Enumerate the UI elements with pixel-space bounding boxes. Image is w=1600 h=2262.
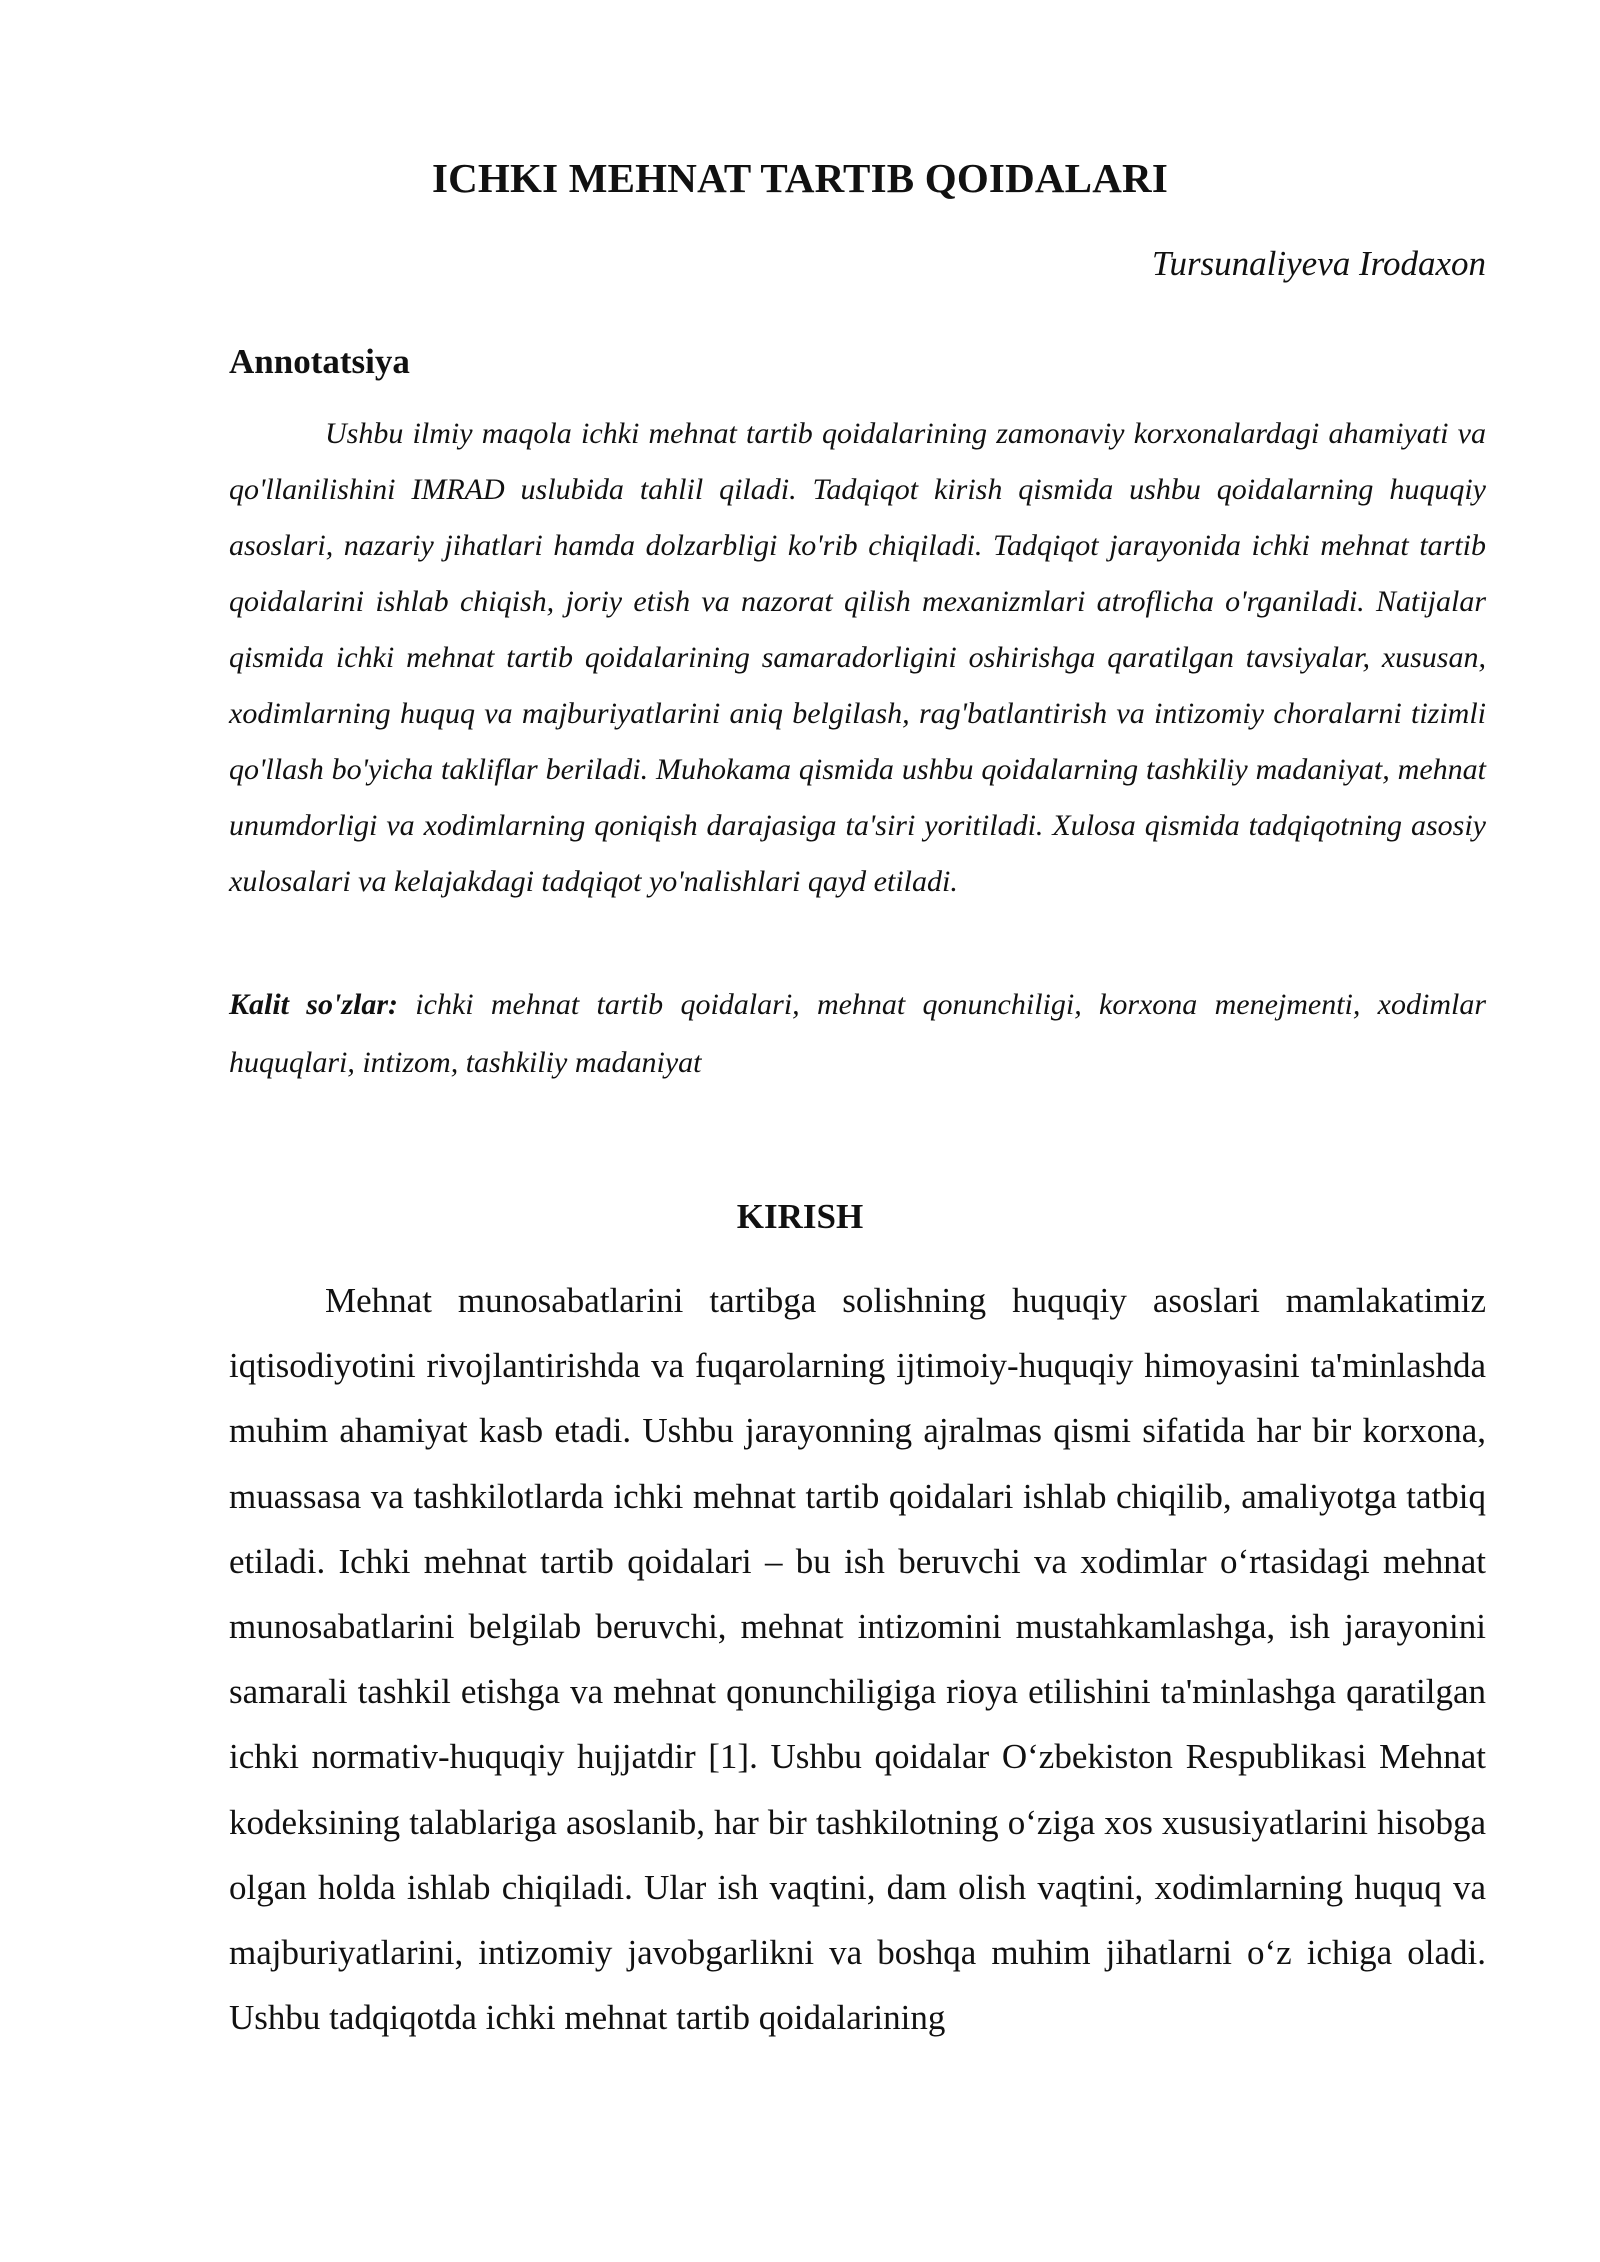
keywords-label: Kalit so'zlar:: [229, 988, 398, 1021]
abstract-heading: Annotatsiya: [229, 342, 410, 381]
abstract-text: Ushbu ilmiy maqola ichki mehnat tartib qoidalarining zamonaviy korxonalardagi ahamiyati va qo'llanilishini IMRAD uslubida tahlil qiladi. Tadqiqot kirish qismida ushbu qoidalarning huquqiy asoslari, nazariy jihatlari hamda dolzarbligi ko'rib chiqiladi. Tadqiqot jarayonida ichki mehnat tartib qoidalarini ishlab chiqish, joriy etish va nazorat qilish mexanizmlari atroflicha o'rganiladi. Natijalar qismida ichki mehnat tartib qoidalarining samaradorligini oshirishga qaratilgan tavsiyalar, xususan, xodimlarning huquq va majburiyatlarini aniq belgilash, rag'batlantirish va intizomiy choralarni tizimli qo'llash bo'yicha takliflar beriladi. Muhokama qismida ushbu qoidalarning tashkiliy madaniyat, mehnat unumdorligi va xodimlarning qoniqish darajasiga ta'siri yoritiladi. Xulosa qismida tadqiqotning asosiy xulosalari va kelajakdagi tadqiqot yo'nalishlari qayd etiladi.: [229, 417, 1486, 898]
keywords-text: ichki mehnat tartib qoidalari, mehnat qonunchiligi, korxona menejmenti, xodimlar huquqlari, intizom, tashkiliy madaniyat: [229, 988, 1487, 1079]
introduction-heading: KIRISH: [736, 1197, 864, 1236]
article-title: ICHKI MEHNAT TARTIB QOIDALARI: [431, 155, 1169, 201]
author-name: Tursunaliyeva Irodaxon: [1151, 244, 1486, 283]
introduction-paragraph: Mehnat munosabatlarini tartibga solishning huquqiy asoslari mamlakatimiz iqtisodiyotini rivojlantirishda va fuqarolarning ijtimoiy-huquqiy himoyasini ta'minlashda muhim ahamiyat kasb etadi. Ushbu jarayonning ajralmas qismi sifatida har bir korxona, muassasa va tashkilotlarda ichki mehnat tartib qoidalari ishlab chiqilib, amaliyotga tatbiq etiladi. Ichki mehnat tartib qoidalari – bu ish beruvchi va xodimlar o‘rtasidagi mehnat munosabatlarini belgilab beruvchi, mehnat intizomini mustahkamlashga, ish jarayonini samarali tashkil etishga va mehnat qonunchiligiga rioya etilishini ta'minlashga qaratilgan ichki normativ-huquqiy hujjatdir [1]. Ushbu qoidalar O‘zbekiston Respublikasi Mehnat kodeksining talablariga asoslanib, har bir tashkilotning o‘ziga xos xususiyatlarini hisobga olgan holda ishlab chiqiladi. Ular ish vaqtini, dam olish vaqtini, xodimlarning huquq va majburiyatlarini, intizomiy javobgarlikni va boshqa muhim jihatlarni o‘z ichiga oladi. Ushbu tadqiqotda ichki mehnat tartib qoidalarining: [229, 1281, 1486, 2038]
keywords-paragraph: [229, 976, 1486, 1092]
